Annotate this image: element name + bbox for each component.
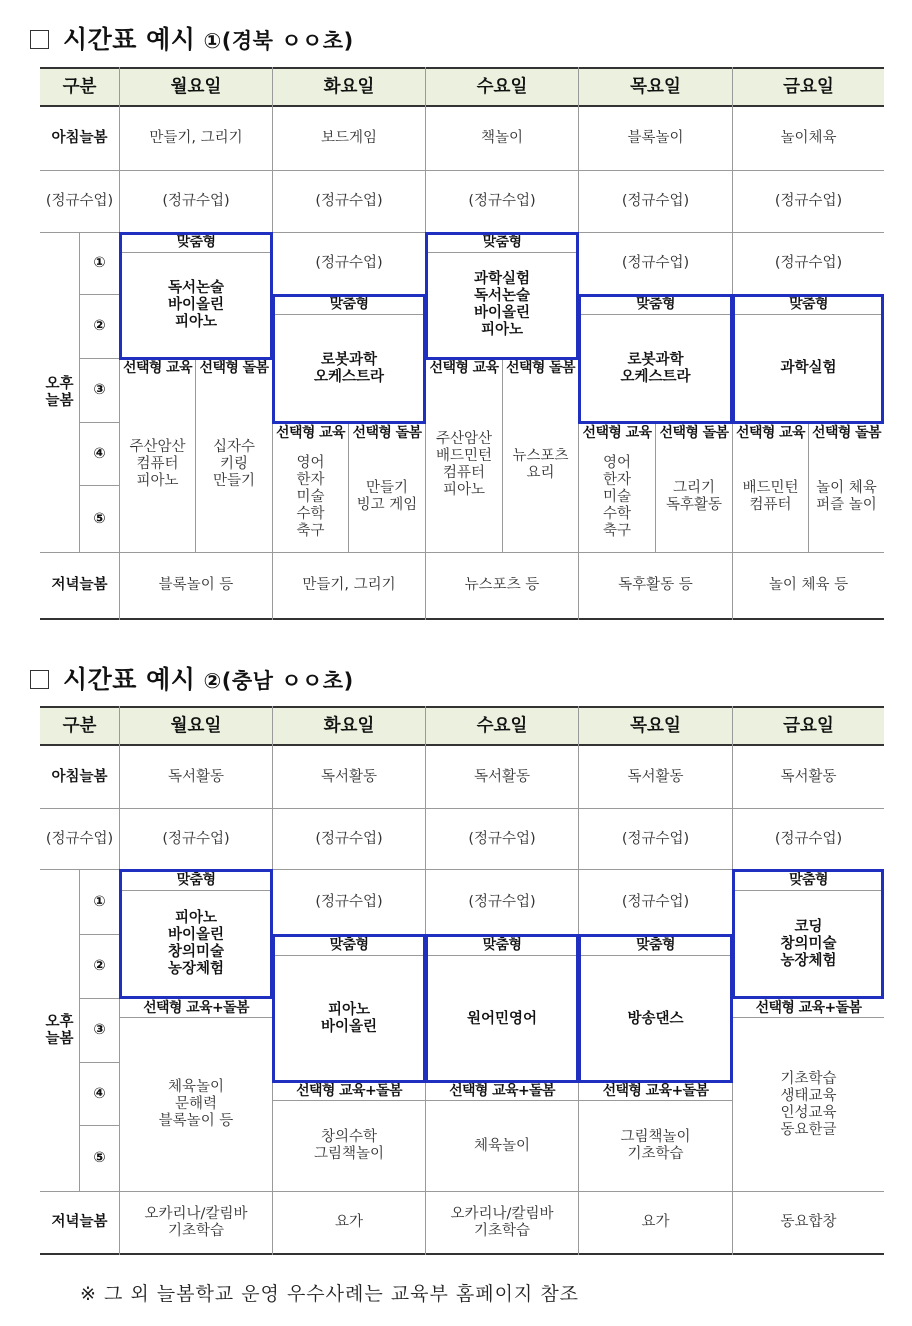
custom-wed: 원어민영어 xyxy=(466,1010,538,1027)
custom-label-fri: 맞춤형 xyxy=(733,870,884,890)
row-label-morning: 아침늘봄 xyxy=(51,768,108,785)
sel-edu-wed: 주산암산 배드민턴 컴퓨터 피아노 xyxy=(435,430,493,498)
header-wed: 수요일 xyxy=(476,76,528,97)
cell-regular-tue: (정규수업) xyxy=(315,830,383,847)
regular-fri-p1: (정규수업) xyxy=(774,255,843,271)
header-thu: 목요일 xyxy=(630,715,681,736)
timetable-2 xyxy=(40,706,884,1255)
period-3: ③ xyxy=(93,382,106,398)
period-5: ⑤ xyxy=(93,510,106,527)
custom-mon: 독서논술 바이올린 피아노 xyxy=(167,279,225,330)
period-3: ③ xyxy=(93,1022,106,1038)
custom-label-wed: 맞춤형 xyxy=(426,935,578,955)
cell-morning-tue: 독서활동 xyxy=(320,768,378,785)
sel-care-label-wed: 선택형 돌봄 xyxy=(503,359,578,377)
custom-mon: 피아노 바이올린 창의미술 농장체험 xyxy=(167,910,225,977)
custom-label-thu: 맞춤형 xyxy=(579,935,732,955)
row-label-evening: 저녁늘봄 xyxy=(51,577,108,593)
row-label-morning: 아침늘봄 xyxy=(51,130,108,146)
header-mon: 월요일 xyxy=(170,715,222,736)
sel-edu-thu: 영어 한자 미술 수학 축구 xyxy=(602,454,631,539)
custom-label-fri: 맞춤형 xyxy=(733,295,884,314)
cell-regular-wed: (정규수업) xyxy=(468,830,536,847)
cell-evening-thu: 독후활동 등 xyxy=(618,577,693,593)
row-label-afternoon: 오후 늘봄 xyxy=(45,375,74,409)
sel-care-fri: 놀이 체육 퍼즐 놀이 xyxy=(816,480,877,513)
section-1-title: 시간표 예시 ①(경북 ㅇㅇ초) xyxy=(30,20,354,56)
cell-regular-fri: (정규수업) xyxy=(774,193,843,209)
regular-tue-p1: (정규수업) xyxy=(315,893,383,910)
cell-morning-thu: 블록놀이 xyxy=(627,130,684,146)
header-mon: 월요일 xyxy=(170,76,222,97)
custom-label-tue: 맞춤형 xyxy=(273,295,425,314)
sel-label-mon: 선택형 교육+돌봄 xyxy=(120,999,272,1017)
sel-fri: 기초학습 생태교육 인성교육 동요한글 xyxy=(780,1070,837,1138)
cell-regular-mon: (정규수업) xyxy=(162,193,230,209)
regular-wed-p1: (정규수업) xyxy=(468,893,536,910)
cell-regular-fri: (정규수업) xyxy=(774,830,843,847)
cell-morning-tue: 보드게임 xyxy=(320,130,378,146)
sel-care-mon: 십자수 키링 만들기 xyxy=(212,439,256,489)
cell-evening-thu: 요가 xyxy=(641,1214,670,1230)
period-1: ① xyxy=(93,893,106,910)
cell-regular-tue: (정규수업) xyxy=(315,193,383,209)
cell-evening-wed: 오카리나/칼림바 기초학습 xyxy=(450,1205,554,1239)
sel-care-label-mon: 선택형 돌봄 xyxy=(196,359,272,377)
sel-care-label-thu: 선택형 돌봄 xyxy=(656,424,732,442)
row-label-afternoon: 오후 늘봄 xyxy=(45,1013,74,1047)
cell-regular-wed: (정규수업) xyxy=(468,193,536,209)
sel-care-label-tue: 선택형 돌봄 xyxy=(349,424,425,442)
custom-label-mon: 맞춤형 xyxy=(120,233,272,252)
footnote: ※ 그 외 늘봄학교 운영 우수사례는 교육부 홈페이지 참조 xyxy=(80,1283,580,1305)
sel-edu-label-tue: 선택형 교육 xyxy=(273,424,348,442)
header-tue: 화요일 xyxy=(323,76,375,97)
regular-thu-p1: (정규수업) xyxy=(621,255,690,271)
custom-label-thu: 맞춤형 xyxy=(579,295,732,314)
row-label-regular: (정규수업) xyxy=(45,193,114,209)
custom-fri: 코딩 창의미술 농장체험 xyxy=(780,918,837,969)
custom-thu: 로봇과학 오케스트라 xyxy=(620,351,691,385)
row-label-regular: (정규수업) xyxy=(45,830,114,847)
header-fri: 금요일 xyxy=(783,715,834,736)
sel-label-tue: 선택형 교육+돌봄 xyxy=(273,1083,425,1100)
cell-evening-wed: 뉴스포츠 등 xyxy=(464,577,540,593)
custom-label-mon: 맞춤형 xyxy=(120,870,272,890)
custom-thu: 방송댄스 xyxy=(627,1010,684,1027)
sel-edu-label-fri: 선택형 교육 xyxy=(733,424,808,442)
sel-wed: 체육놀이 xyxy=(473,1137,531,1154)
cell-morning-mon: 독서활동 xyxy=(167,768,225,785)
cell-evening-fri: 놀이 체육 등 xyxy=(768,577,849,593)
checkbox-square-icon xyxy=(30,30,49,49)
cell-evening-fri: 동요합창 xyxy=(780,1214,837,1230)
sel-edu-label-wed: 선택형 교육 xyxy=(426,359,502,377)
sel-label-wed: 선택형 교육+돌봄 xyxy=(426,1083,578,1100)
custom-label-wed: 맞춤형 xyxy=(426,233,578,252)
sel-care-label-fri: 선택형 돌봄 xyxy=(809,424,884,442)
cell-evening-mon: 오카리나/칼림바 기초학습 xyxy=(144,1205,248,1239)
header-wed: 수요일 xyxy=(476,715,528,736)
sel-edu-label-thu: 선택형 교육 xyxy=(579,424,655,442)
custom-label-tue: 맞춤형 xyxy=(273,935,425,955)
sel-edu-tue: 영어 한자 미술 수학 축구 xyxy=(296,454,325,539)
period-2: ② xyxy=(93,958,106,974)
cell-evening-tue: 만들기, 그리기 xyxy=(302,577,396,593)
section-2-title: 시간표 예시 ②(충남 ㅇㅇ초) xyxy=(30,660,354,696)
sel-edu-fri: 배드민턴 컴퓨터 xyxy=(742,480,799,513)
sel-care-wed: 뉴스포츠 요리 xyxy=(512,447,569,481)
sel-thu: 그림책놀이 기초학습 xyxy=(620,1129,691,1162)
sel-label-thu: 선택형 교육+돌봄 xyxy=(579,1083,732,1100)
cell-morning-fri: 놀이체육 xyxy=(780,130,837,146)
period-2: ② xyxy=(93,318,106,334)
sel-mon: 체육놀이 문해력 블록놀이 등 xyxy=(158,1079,234,1129)
cell-regular-thu: (정규수업) xyxy=(621,830,690,847)
sel-tue: 창의수학 그림책놀이 xyxy=(313,1129,385,1162)
cell-morning-wed: 독서활동 xyxy=(473,768,531,785)
period-4: ④ xyxy=(93,445,106,462)
period-5: ⑤ xyxy=(93,1150,106,1166)
sel-care-tue: 만들기 빙고 게임 xyxy=(356,480,418,513)
sel-care-thu: 그리기 독후활동 xyxy=(665,480,723,513)
custom-fri: 과학실험 xyxy=(780,360,837,376)
cell-regular-thu: (정규수업) xyxy=(621,193,690,209)
cell-morning-wed: 책놀이 xyxy=(480,130,524,146)
custom-tue: 피아노 바이올린 xyxy=(320,1002,378,1035)
checkbox-square-icon xyxy=(30,670,49,689)
cell-evening-mon: 블록놀이 등 xyxy=(158,577,234,593)
header-tue: 화요일 xyxy=(323,715,375,736)
sel-label-fri: 선택형 교육+돌봄 xyxy=(733,999,884,1017)
cell-morning-mon: 만들기, 그리기 xyxy=(149,130,243,146)
header-category: 구분 xyxy=(62,715,97,736)
period-4: ④ xyxy=(93,1085,106,1102)
cell-evening-tue: 요가 xyxy=(334,1214,363,1230)
header-category: 구분 xyxy=(62,76,97,97)
row-label-evening: 저녁늘봄 xyxy=(51,1214,108,1230)
cell-morning-fri: 독서활동 xyxy=(780,768,837,785)
regular-tue-p1: (정규수업) xyxy=(315,255,383,271)
cell-morning-thu: 독서활동 xyxy=(627,768,684,785)
custom-wed: 과학실험 독서논술 바이올린 피아노 xyxy=(473,271,531,338)
timetable-1 xyxy=(40,67,884,620)
header-fri: 금요일 xyxy=(783,76,834,97)
regular-thu-p1: (정규수업) xyxy=(621,893,690,910)
sel-edu-mon: 주산암산 컴퓨터 피아노 xyxy=(129,439,186,489)
cell-regular-mon: (정규수업) xyxy=(162,830,230,847)
period-1: ① xyxy=(93,255,106,271)
custom-tue: 로봇과학 오케스트라 xyxy=(313,351,385,385)
sel-edu-label-mon: 선택형 교육 xyxy=(120,359,195,377)
header-thu: 목요일 xyxy=(630,76,681,97)
